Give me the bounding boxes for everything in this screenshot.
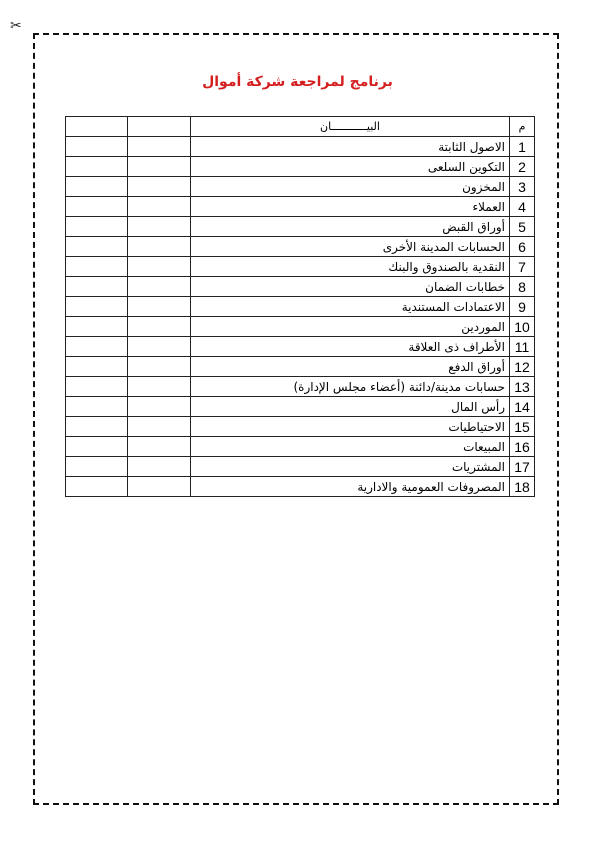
table-row — [66, 257, 535, 277]
table-row — [66, 477, 535, 497]
row-number: 9 — [510, 297, 535, 317]
table-row — [66, 297, 535, 317]
row-col-b — [66, 237, 128, 257]
audit-program-table — [65, 116, 535, 497]
row-col-b — [66, 157, 128, 177]
row-col-a — [128, 477, 191, 497]
row-number: 11 — [510, 337, 535, 357]
row-col-b — [66, 257, 128, 277]
row-number: 15 — [510, 417, 535, 437]
row-description: المبيعات — [191, 437, 510, 457]
row-col-b — [66, 377, 128, 397]
header-col-a — [128, 117, 191, 137]
row-col-b — [66, 297, 128, 317]
table-row — [66, 377, 535, 397]
row-description: المصروفات العمومية والادارية — [191, 477, 510, 497]
row-col-b — [66, 397, 128, 417]
header-col-b — [66, 117, 128, 137]
row-description: المخزون — [191, 177, 510, 197]
row-number: 13 — [510, 377, 535, 397]
document-title: برنامج لمراجعة شركة أموال — [202, 74, 393, 90]
row-number: 7 — [510, 257, 535, 277]
row-description: رأس المال — [191, 397, 510, 417]
row-col-b — [66, 317, 128, 337]
row-number: 12 — [510, 357, 535, 377]
table-row — [66, 337, 535, 357]
row-description: خطابات الضمان — [191, 277, 510, 297]
row-col-b — [66, 357, 128, 377]
row-col-a — [128, 197, 191, 217]
row-number: 16 — [510, 437, 535, 457]
row-col-a — [128, 457, 191, 477]
row-description: المشتريات — [191, 457, 510, 477]
row-number: 1 — [510, 137, 535, 157]
row-description: أوراق الدفع — [191, 357, 510, 377]
row-description: الأطراف ذى العلاقة — [191, 337, 510, 357]
row-col-a — [128, 357, 191, 377]
row-col-a — [128, 337, 191, 357]
table-row — [66, 197, 535, 217]
row-description: العملاء — [191, 197, 510, 217]
row-number: 14 — [510, 397, 535, 417]
table-row — [66, 397, 535, 417]
row-col-b — [66, 477, 128, 497]
row-col-b — [66, 197, 128, 217]
table-row — [66, 157, 535, 177]
row-description: أوراق القبض — [191, 217, 510, 237]
row-col-a — [128, 277, 191, 297]
row-description: الاصول الثابتة — [191, 137, 510, 157]
row-col-b — [66, 277, 128, 297]
row-col-b — [66, 337, 128, 357]
table-row — [66, 317, 535, 337]
table-row — [66, 437, 535, 457]
row-col-a — [128, 137, 191, 157]
row-number: 10 — [510, 317, 535, 337]
row-number: 18 — [510, 477, 535, 497]
row-number: 4 — [510, 197, 535, 217]
row-col-a — [128, 217, 191, 237]
row-col-b — [66, 137, 128, 157]
row-number: 17 — [510, 457, 535, 477]
row-col-b — [66, 437, 128, 457]
row-number: 2 — [510, 157, 535, 177]
table-row — [66, 277, 535, 297]
row-col-a — [128, 437, 191, 457]
table-row — [66, 217, 535, 237]
table-row — [66, 237, 535, 257]
row-col-b — [66, 177, 128, 197]
row-description: الموردين — [191, 317, 510, 337]
row-col-a — [128, 397, 191, 417]
row-description: الحسابات المدينة الأخرى — [191, 237, 510, 257]
row-description: الاعتمادات المستندية — [191, 297, 510, 317]
row-description: النقدية بالصندوق والبنك — [191, 257, 510, 277]
row-col-a — [128, 377, 191, 397]
row-col-b — [66, 457, 128, 477]
row-col-a — [128, 297, 191, 317]
row-col-a — [128, 237, 191, 257]
row-number: 8 — [510, 277, 535, 297]
table-row — [66, 417, 535, 437]
header-description: البيـــــــــــان — [191, 117, 510, 137]
row-number: 6 — [510, 237, 535, 257]
row-col-b — [66, 417, 128, 437]
table-row — [66, 137, 535, 157]
row-col-a — [128, 257, 191, 277]
row-col-a — [128, 417, 191, 437]
row-number: 3 — [510, 177, 535, 197]
row-col-a — [128, 177, 191, 197]
header-number: م — [510, 117, 535, 137]
scissors-icon: ✂ — [10, 18, 22, 34]
table-row — [66, 357, 535, 377]
table-header-row — [66, 117, 535, 137]
row-col-a — [128, 317, 191, 337]
row-description: الاحتياطيات — [191, 417, 510, 437]
table-row — [66, 177, 535, 197]
table-row — [66, 457, 535, 477]
row-col-a — [128, 157, 191, 177]
row-description: حسابات مدينة/دائنة (أعضاء مجلس الإدارة) — [191, 377, 510, 397]
row-col-b — [66, 217, 128, 237]
row-number: 5 — [510, 217, 535, 237]
row-description: التكوين السلعى — [191, 157, 510, 177]
